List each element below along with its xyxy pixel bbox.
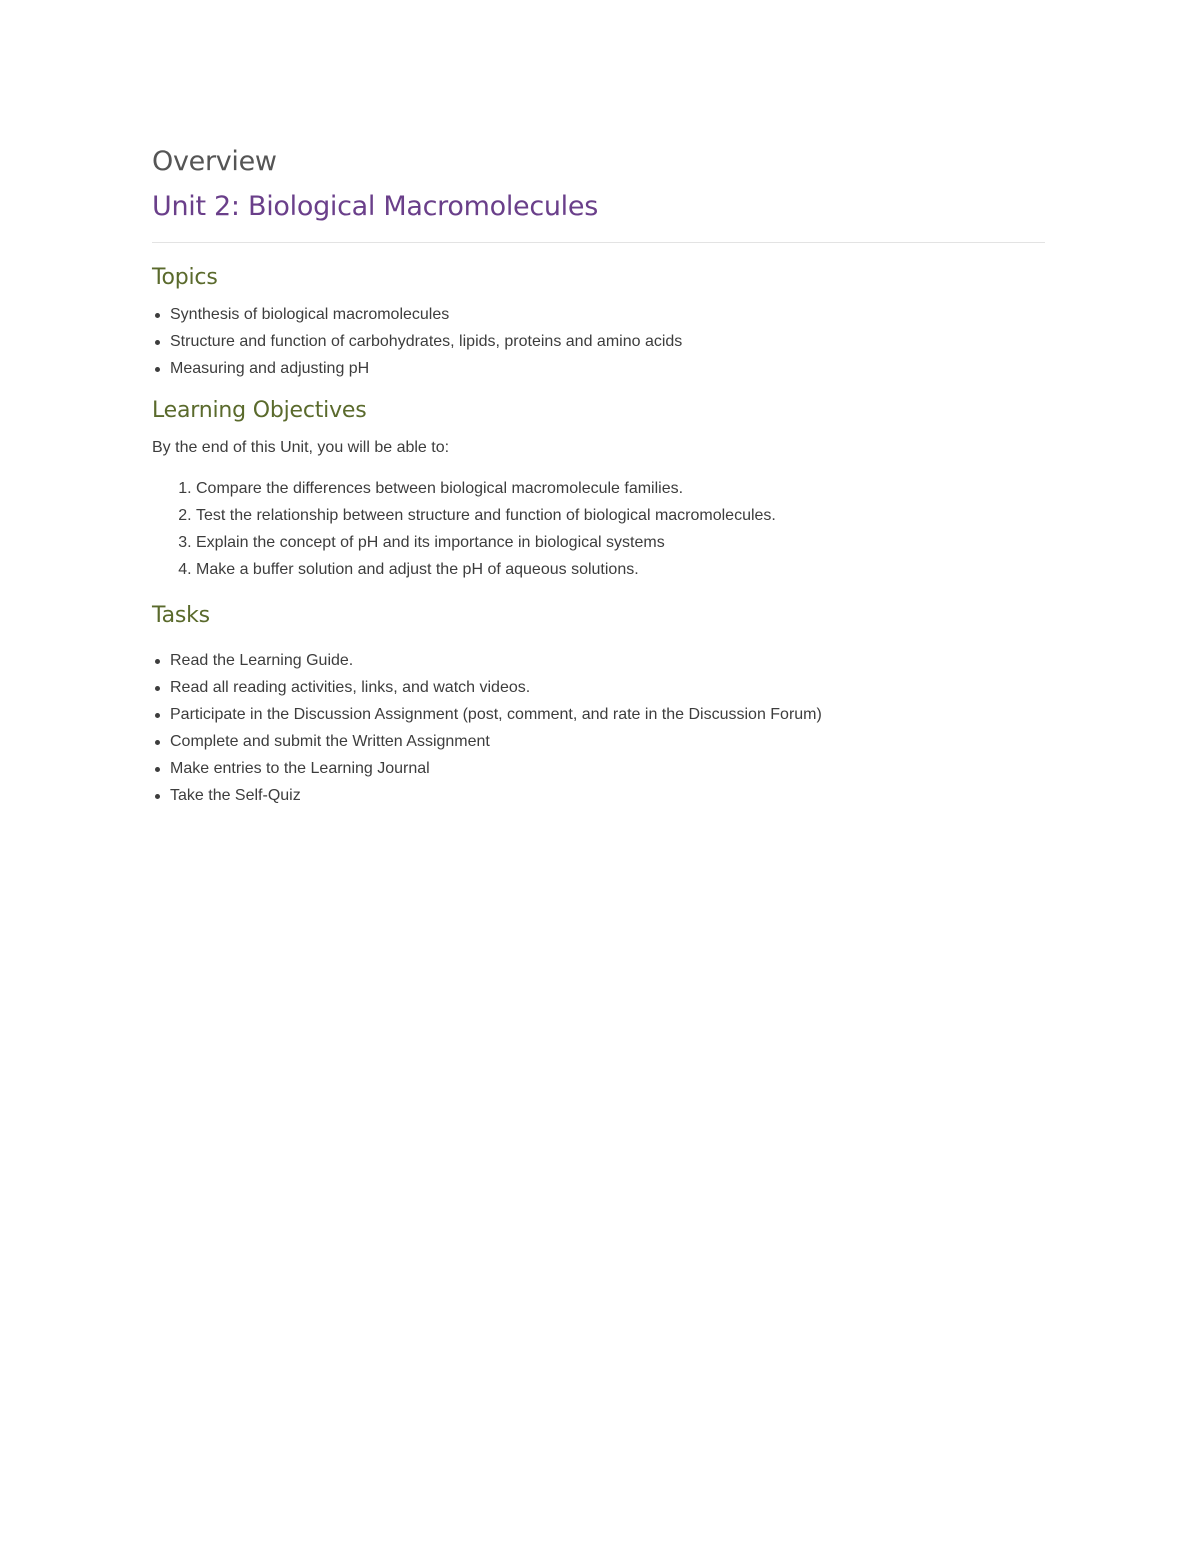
objectives-intro: By the end of this Unit, you will be able to: xyxy=(152,439,450,456)
topics-list xyxy=(152,301,1045,382)
list-item: Complete and submit the Written Assignment xyxy=(152,728,1045,755)
list-item: Read all reading activities, links, and watch videos. xyxy=(152,674,1045,701)
topics-heading: Topics xyxy=(152,265,218,290)
topics-section xyxy=(152,261,1045,382)
list-item: Structure and function of carbohydrates, lipids, proteins and amino acids xyxy=(152,328,1045,355)
tasks-heading: Tasks xyxy=(152,603,210,628)
list-item: Read the Learning Guide. xyxy=(152,647,1045,674)
objectives-list xyxy=(152,475,1045,583)
overview-title: Overview xyxy=(152,146,277,177)
unit-title: Unit 2: Biological Macromolecules xyxy=(152,191,598,222)
list-item: 3. Explain the concept of pH and its importance in biological systems xyxy=(196,529,1045,556)
list-item: 2. Test the relationship between structure and function of biological macromolecules. xyxy=(196,502,1045,529)
list-item: 1. Compare the differences between biological macromolecule families. xyxy=(196,475,1045,502)
list-item: Take the Self-Quiz xyxy=(152,782,1045,809)
tasks-list xyxy=(152,647,1045,809)
objectives-heading: Learning Objectives xyxy=(152,398,367,423)
list-item: Participate in the Discussion Assignment (post, comment, and rate in the Discussion Forum) xyxy=(152,701,1045,728)
title-divider xyxy=(152,242,1045,243)
list-item: Measuring and adjusting pH xyxy=(152,355,1045,382)
list-item: Make entries to the Learning Journal xyxy=(152,755,1045,782)
tasks-section xyxy=(152,599,1045,809)
overview-page xyxy=(152,140,1045,809)
list-item: 4. Make a buffer solution and adjust the pH of aqueous solutions. xyxy=(196,556,1045,583)
list-item: Synthesis of biological macromolecules xyxy=(152,301,1045,328)
objectives-section xyxy=(152,394,1045,583)
